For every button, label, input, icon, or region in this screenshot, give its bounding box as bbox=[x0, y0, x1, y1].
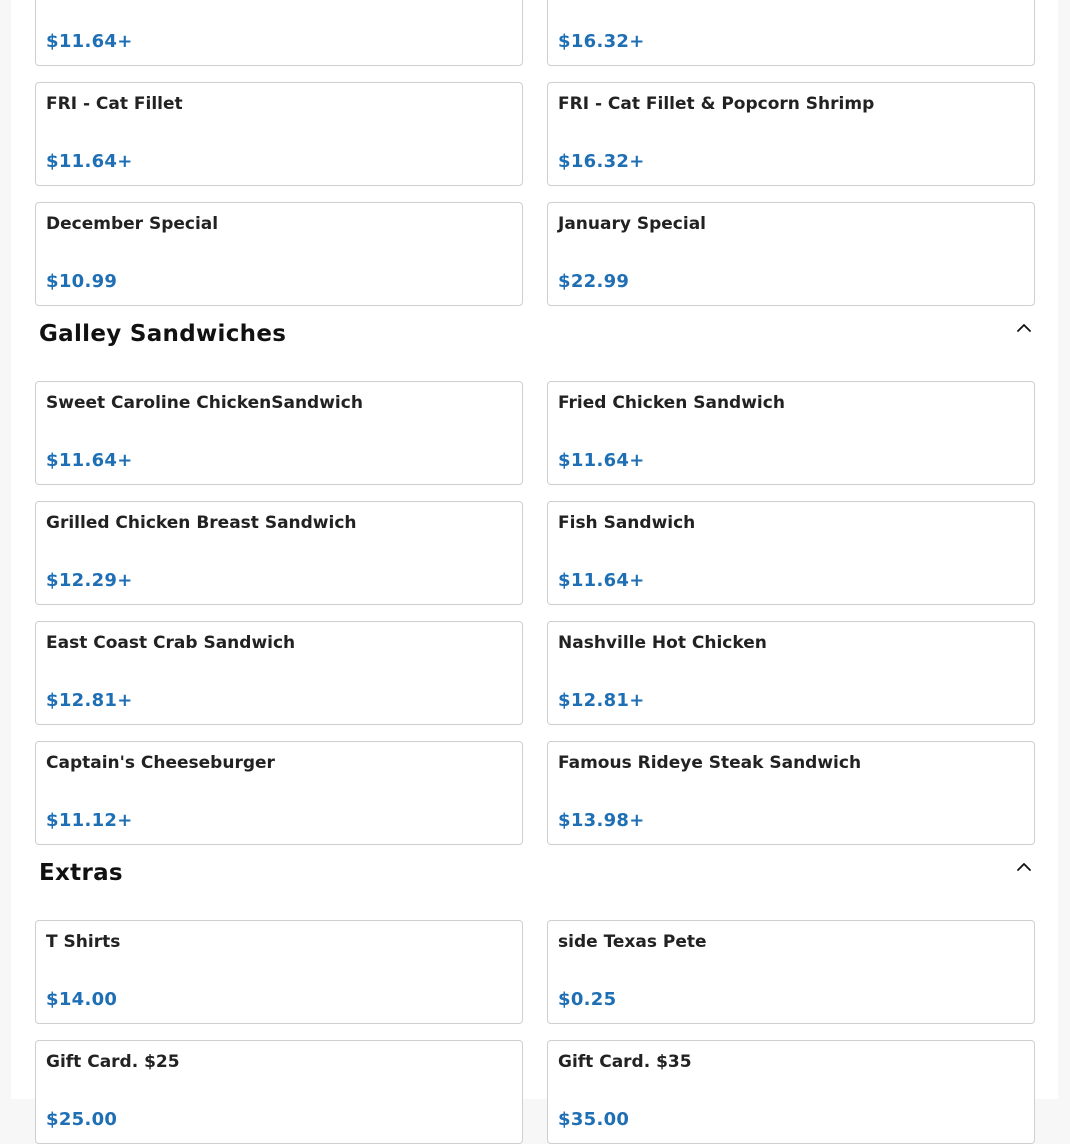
menu-item-name: Captain's Cheeseburger bbox=[46, 753, 275, 773]
menu-grid-extras bbox=[35, 920, 1034, 1144]
menu-content bbox=[35, 0, 1034, 1144]
menu-item-card[interactable] bbox=[35, 82, 523, 186]
menu-item-name: FRI - Cat Fillet bbox=[46, 94, 183, 114]
menu-item-card[interactable] bbox=[547, 1040, 1035, 1144]
menu-item-name: Fried Chicken Sandwich bbox=[558, 393, 785, 413]
menu-item-price: $14.00 bbox=[46, 989, 118, 1010]
menu-item-name: Fish Sandwich bbox=[558, 513, 696, 533]
menu-item-name: Famous Rideye Steak Sandwich bbox=[558, 753, 862, 773]
menu-item-card[interactable] bbox=[547, 920, 1035, 1024]
menu-item-price: $16.32+ bbox=[558, 31, 645, 52]
menu-item-card[interactable] bbox=[547, 82, 1035, 186]
menu-item-price: $11.64+ bbox=[46, 450, 133, 471]
menu-item-name: Gift Card. $25 bbox=[46, 1052, 180, 1072]
menu-item-name: side Texas Pete bbox=[558, 932, 707, 952]
menu-page bbox=[11, 0, 1058, 1130]
menu-item-price: $11.12+ bbox=[46, 810, 133, 831]
menu-item-price: $25.00 bbox=[46, 1109, 118, 1130]
menu-item-price: $11.64+ bbox=[558, 450, 645, 471]
menu-item-price: $11.64+ bbox=[558, 570, 645, 591]
menu-item-price: $11.64+ bbox=[46, 31, 133, 52]
menu-item-name: Grilled Chicken Breast Sandwich bbox=[46, 513, 357, 533]
menu-item-name: December Special bbox=[46, 214, 219, 234]
menu-item-card[interactable] bbox=[35, 741, 523, 845]
menu-item-name: Sweet Caroline ChickenSandwich bbox=[46, 393, 363, 413]
menu-item-name: East Coast Crab Sandwich bbox=[46, 633, 296, 653]
menu-item-price: $22.99 bbox=[558, 271, 630, 292]
menu-item-name: Nashville Hot Chicken bbox=[558, 633, 767, 653]
menu-item-card[interactable] bbox=[35, 1040, 523, 1144]
menu-item-card[interactable] bbox=[547, 621, 1035, 725]
chevron-up-icon[interactable] bbox=[1014, 857, 1034, 877]
menu-item-price: $13.98+ bbox=[558, 810, 645, 831]
menu-item-card[interactable] bbox=[35, 381, 523, 485]
menu-item-card[interactable] bbox=[35, 0, 523, 66]
menu-grid-previous-section bbox=[35, 0, 1034, 306]
menu-item-price: $12.81+ bbox=[46, 690, 133, 711]
menu-item-name: Gift Card. $35 bbox=[558, 1052, 692, 1072]
menu-item-card[interactable] bbox=[35, 202, 523, 306]
menu-item-card[interactable] bbox=[547, 741, 1035, 845]
chevron-up-icon[interactable] bbox=[1014, 318, 1034, 338]
menu-grid-galley-sandwiches bbox=[35, 381, 1034, 845]
menu-item-card[interactable] bbox=[35, 501, 523, 605]
section-title: Galley Sandwiches bbox=[39, 321, 287, 347]
menu-item-card[interactable] bbox=[35, 920, 523, 1024]
menu-item-price: $16.32+ bbox=[558, 151, 645, 172]
menu-item-price: $35.00 bbox=[558, 1109, 630, 1130]
menu-item-card[interactable] bbox=[35, 621, 523, 725]
menu-item-price: $12.81+ bbox=[558, 690, 645, 711]
menu-item-card[interactable] bbox=[547, 501, 1035, 605]
menu-item-price: $0.25 bbox=[558, 989, 617, 1010]
menu-item-card[interactable] bbox=[547, 202, 1035, 306]
menu-item-price: $10.99 bbox=[46, 271, 118, 292]
menu-item-card[interactable] bbox=[547, 381, 1035, 485]
section-header-galley-sandwiches[interactable] bbox=[35, 306, 1034, 381]
menu-item-name: T Shirts bbox=[46, 932, 121, 952]
menu-item-price: $12.29+ bbox=[46, 570, 133, 591]
section-header-extras[interactable] bbox=[35, 845, 1034, 920]
menu-item-name: FRI - Cat Fillet & Popcorn Shrimp bbox=[558, 94, 875, 114]
menu-item-card[interactable] bbox=[547, 0, 1035, 66]
menu-item-name: January Special bbox=[558, 214, 707, 234]
menu-item-price: $11.64+ bbox=[46, 151, 133, 172]
section-title: Extras bbox=[39, 860, 123, 886]
